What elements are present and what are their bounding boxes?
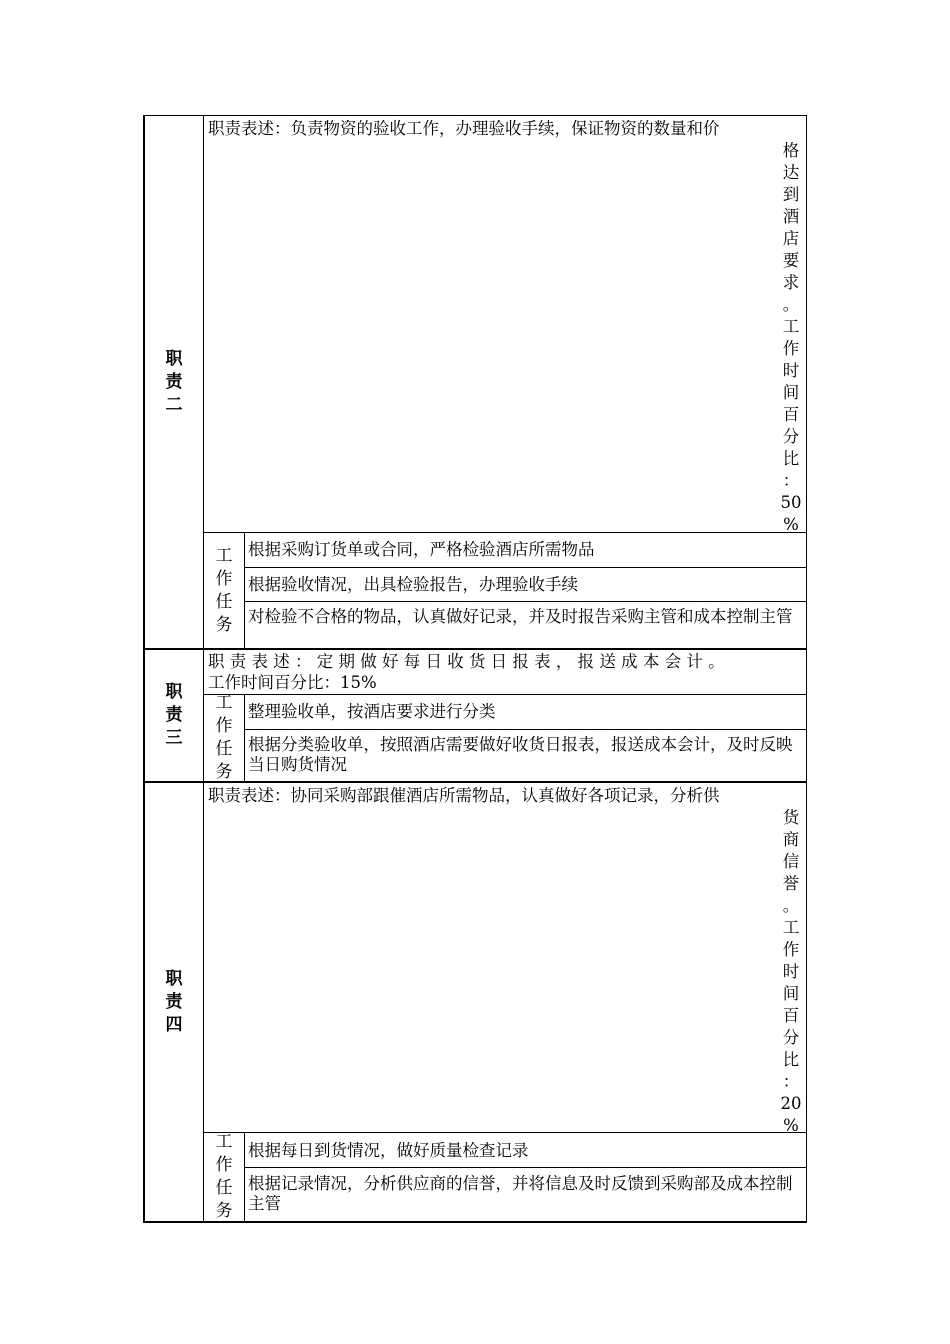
work-task-label bbox=[204, 695, 244, 781]
divider bbox=[244, 694, 245, 782]
table-top-border bbox=[143, 115, 807, 116]
section-label-char: 四 bbox=[165, 1014, 183, 1035]
work-task-label-char: 任 bbox=[215, 591, 233, 612]
task-item: 根据每日到货情况，做好质量检查记录 bbox=[248, 1141, 529, 1160]
section-label-char: 职 bbox=[165, 348, 183, 369]
work-task-label-char: 作 bbox=[215, 716, 233, 736]
duty-description: 职 责 表 述 ： 定 期 做 好 每 日 收 货 日 报 表 ， 报 送 成 本 会 计 。 bbox=[208, 652, 725, 671]
work-task-label bbox=[204, 1133, 244, 1221]
divider bbox=[203, 694, 807, 695]
section-label bbox=[145, 116, 203, 648]
duty-description-char: 比 bbox=[782, 449, 800, 468]
duty-description-char: 时 bbox=[782, 962, 800, 981]
section-label-char: 三 bbox=[165, 728, 183, 748]
work-task-label bbox=[204, 533, 244, 648]
duty-description-char: % bbox=[783, 1116, 799, 1135]
table-bottom-border bbox=[143, 1221, 807, 1223]
section-label bbox=[145, 650, 203, 781]
section-label-char: 职 bbox=[165, 682, 183, 702]
duty-description-char: 酒 bbox=[782, 207, 800, 226]
divider bbox=[203, 532, 807, 533]
section-label-char: 二 bbox=[165, 394, 183, 415]
work-task-label-char: 工 bbox=[215, 1132, 233, 1152]
task-item: 根据验收情况，出具检验报告，办理验收手续 bbox=[248, 575, 578, 594]
duty-description-wrap bbox=[778, 807, 804, 1137]
work-task-label-char: 工 bbox=[215, 545, 233, 566]
divider bbox=[244, 1132, 245, 1222]
divider bbox=[244, 532, 245, 649]
duty-description-char: 店 bbox=[782, 229, 800, 248]
duty-description-char: 50 bbox=[780, 493, 802, 512]
duty-description-char: 百 bbox=[782, 405, 800, 424]
duty-description-char: 到 bbox=[782, 185, 800, 204]
duty-description-char: 分 bbox=[782, 427, 800, 446]
table-right-border bbox=[806, 115, 807, 1223]
duty-description-char: 比 bbox=[782, 1050, 800, 1069]
duty-description-char: 达 bbox=[782, 163, 800, 182]
work-task-label-char: 作 bbox=[215, 1155, 233, 1175]
task-item: 根据分类验收单，按照酒店需要做好收货日报表，报送成本会计，及时反映当日购货情况 bbox=[248, 735, 793, 774]
section-label bbox=[145, 783, 203, 1221]
divider bbox=[244, 729, 807, 730]
task-item: 整理验收单，按酒店要求进行分类 bbox=[248, 702, 496, 721]
task-item: 对检验不合格的物品，认真做好记录，并及时报告采购主管和成本控制主管 bbox=[248, 607, 793, 626]
column-divider bbox=[203, 115, 204, 1223]
duty-description-time: 工作时间百分比：15% bbox=[208, 673, 377, 692]
duty-description-char: ： bbox=[782, 471, 800, 490]
duty-description-char: 分 bbox=[782, 1028, 800, 1047]
duty-description: 职责表述：负责物资的验收工作，办理验收手续，保证物资的数量和价 bbox=[208, 119, 720, 138]
duty-description-char: 时 bbox=[782, 361, 800, 380]
work-task-label-char: 务 bbox=[215, 762, 233, 782]
work-task-label-char: 作 bbox=[215, 568, 233, 589]
duty-description-char: 工 bbox=[782, 918, 800, 937]
duty-description-char: 商 bbox=[782, 830, 800, 849]
section-label-char: 责 bbox=[165, 991, 183, 1012]
duty-description-char: % bbox=[783, 515, 799, 534]
duty-description-char: 工 bbox=[782, 317, 800, 336]
work-task-label-char: 工 bbox=[215, 693, 233, 713]
duty-description-char: 间 bbox=[782, 984, 800, 1003]
duty-description-char: 作 bbox=[782, 940, 800, 959]
duty-description-char: 信 bbox=[782, 852, 800, 871]
work-task-label-char: 务 bbox=[215, 614, 233, 635]
duty-description-char: 格 bbox=[782, 141, 800, 160]
divider bbox=[244, 567, 807, 568]
task-item: 根据记录情况，分析供应商的信誉，并将信息及时反馈到采购部及成本控制主管 bbox=[248, 1174, 793, 1213]
divider bbox=[203, 1132, 807, 1133]
duty-description-char: 20 bbox=[780, 1094, 802, 1113]
duty-description-char: 百 bbox=[782, 1006, 800, 1025]
duty-description-char: 间 bbox=[782, 383, 800, 402]
duty-description-char: 。 bbox=[782, 896, 800, 915]
duty-description-char: 要 bbox=[782, 251, 800, 270]
section-label-char: 责 bbox=[165, 705, 183, 725]
section-label-char: 责 bbox=[165, 371, 183, 392]
duty-description-char: 求 bbox=[782, 273, 800, 292]
duty-description-char: 誉 bbox=[782, 874, 800, 893]
section-divider bbox=[143, 648, 807, 650]
task-item: 根据采购订货单或合同，严格检验酒店所需物品 bbox=[248, 540, 595, 559]
work-task-label-char: 任 bbox=[215, 739, 233, 759]
section-divider bbox=[143, 781, 807, 783]
duty-description-char: 。 bbox=[782, 295, 800, 314]
divider bbox=[244, 601, 807, 602]
divider bbox=[244, 1167, 807, 1168]
work-task-label-char: 任 bbox=[215, 1178, 233, 1198]
duty-description-wrap bbox=[778, 140, 804, 536]
duty-description-char: ： bbox=[782, 1072, 800, 1091]
duty-description-char: 作 bbox=[782, 339, 800, 358]
work-task-label-char: 务 bbox=[215, 1201, 233, 1221]
duty-description: 职责表述：协同采购部跟催酒店所需物品，认真做好各项记录，分析供 bbox=[208, 786, 720, 805]
section-label-char: 职 bbox=[165, 968, 183, 989]
duty-description-char: 货 bbox=[782, 808, 800, 827]
